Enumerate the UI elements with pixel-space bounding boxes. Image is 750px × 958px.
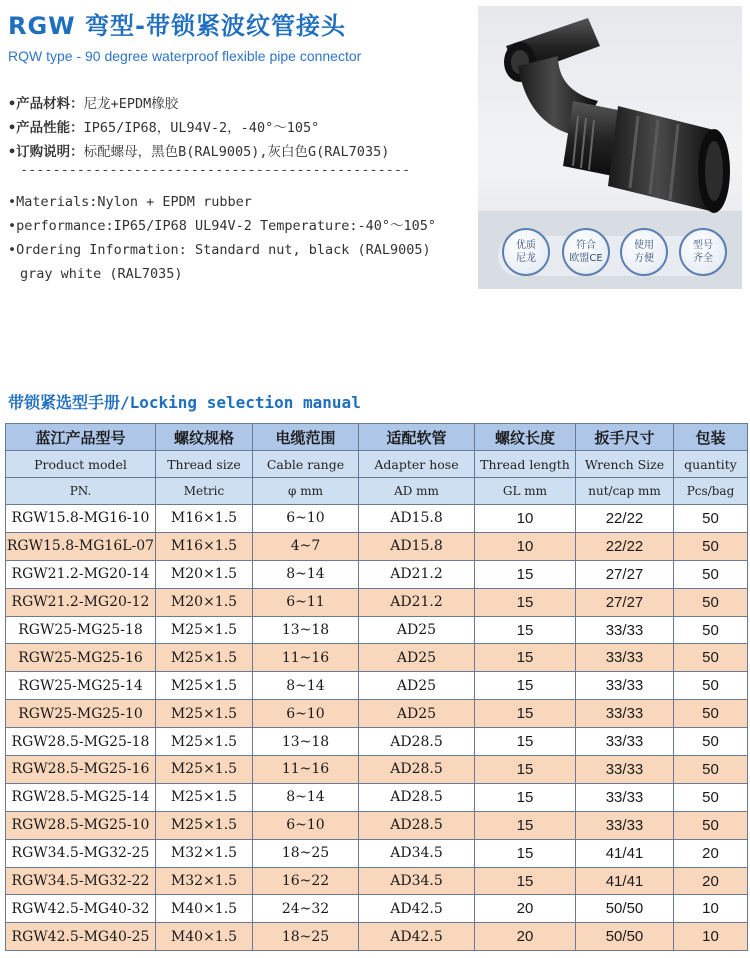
table-cell: AD28.5 bbox=[359, 811, 475, 839]
spec-list bbox=[8, 92, 473, 286]
table-row bbox=[6, 672, 748, 700]
table-row bbox=[6, 560, 748, 588]
table-cell: RGW28.5-MG25-14 bbox=[6, 783, 156, 811]
table-cell: M40×1.5 bbox=[156, 895, 253, 923]
header-cell: PN. bbox=[6, 478, 156, 505]
table-cell: 6~10 bbox=[253, 700, 359, 728]
table-cell: 50 bbox=[674, 700, 748, 728]
header-cell: Product model bbox=[6, 451, 156, 478]
header-cell: Thread length bbox=[475, 451, 576, 478]
table-cell: AD25 bbox=[359, 644, 475, 672]
table-cell: 6~10 bbox=[253, 811, 359, 839]
table-cell: 22/22 bbox=[576, 505, 674, 533]
table-cell: 15 bbox=[475, 839, 576, 867]
table-row bbox=[6, 505, 748, 533]
table-cell: RGW25-MG25-10 bbox=[6, 700, 156, 728]
table-row bbox=[6, 839, 748, 867]
table-cell: 33/33 bbox=[576, 616, 674, 644]
table-cell: AD28.5 bbox=[359, 783, 475, 811]
table-cell: 15 bbox=[475, 811, 576, 839]
table-cell: M25×1.5 bbox=[156, 811, 253, 839]
table-cell: 50 bbox=[674, 756, 748, 784]
header-cell: 电缆范围 bbox=[253, 424, 359, 451]
table-cell: RGW42.5-MG40-32 bbox=[6, 895, 156, 923]
table-cell: 33/33 bbox=[576, 756, 674, 784]
table-cell: 15 bbox=[475, 672, 576, 700]
table-row bbox=[6, 728, 748, 756]
header-cell: AD mm bbox=[359, 478, 475, 505]
table-cell: M40×1.5 bbox=[156, 923, 253, 951]
table-cell: AD34.5 bbox=[359, 839, 475, 867]
page-subtitle: RQW type - 90 degree waterproof flexible pipe connector bbox=[8, 48, 362, 64]
table-cell: 4~7 bbox=[253, 532, 359, 560]
table-cell: 41/41 bbox=[576, 867, 674, 895]
badge-ce: 符合 欧盟CE bbox=[562, 228, 610, 276]
table-cell: M25×1.5 bbox=[156, 616, 253, 644]
table-cell: 11~16 bbox=[253, 644, 359, 672]
table-row bbox=[6, 588, 748, 616]
table-cell: 8~14 bbox=[253, 783, 359, 811]
table-cell: M25×1.5 bbox=[156, 672, 253, 700]
table-row bbox=[6, 811, 748, 839]
header-cell: quantity bbox=[674, 451, 748, 478]
header-cell: 蓝江产品型号 bbox=[6, 424, 156, 451]
table-cell: 13~18 bbox=[253, 616, 359, 644]
table-cell: 50 bbox=[674, 616, 748, 644]
table-cell: M32×1.5 bbox=[156, 867, 253, 895]
table-cell: 22/22 bbox=[576, 532, 674, 560]
table-cell: AD28.5 bbox=[359, 728, 475, 756]
table-cell: RGW21.2-MG20-12 bbox=[6, 588, 156, 616]
table-cell: AD15.8 bbox=[359, 532, 475, 560]
table-cell: RGW25-MG25-16 bbox=[6, 644, 156, 672]
table-cell: 24~32 bbox=[253, 895, 359, 923]
table-cell: RGW28.5-MG25-18 bbox=[6, 728, 156, 756]
table-cell: 50 bbox=[674, 532, 748, 560]
table-cell: RGW28.5-MG25-16 bbox=[6, 756, 156, 784]
table-cell: 41/41 bbox=[576, 839, 674, 867]
page-title: RGW 弯型-带锁紧波纹管接头 bbox=[8, 12, 346, 40]
table-cell: RGW28.5-MG25-10 bbox=[6, 811, 156, 839]
table-cell: 16~22 bbox=[253, 867, 359, 895]
table-cell: 10 bbox=[475, 532, 576, 560]
table-cell: 15 bbox=[475, 588, 576, 616]
table-cell: 6~11 bbox=[253, 588, 359, 616]
table-cell: M25×1.5 bbox=[156, 644, 253, 672]
table-cell: 50 bbox=[674, 644, 748, 672]
table-cell: AD21.2 bbox=[359, 588, 475, 616]
table-row bbox=[6, 895, 748, 923]
table-cell: 18~25 bbox=[253, 923, 359, 951]
header-cell: φ mm bbox=[253, 478, 359, 505]
table-cell: 15 bbox=[475, 728, 576, 756]
table-cell: M20×1.5 bbox=[156, 588, 253, 616]
badge-easy-use: 使用 方便 bbox=[620, 228, 668, 276]
table-cell: 20 bbox=[674, 839, 748, 867]
table-cell: 20 bbox=[475, 923, 576, 951]
header-cell: Metric bbox=[156, 478, 253, 505]
table-cell: 6~10 bbox=[253, 505, 359, 533]
header-cell: GL mm bbox=[475, 478, 576, 505]
table-cell: 10 bbox=[674, 923, 748, 951]
table-cell: M20×1.5 bbox=[156, 560, 253, 588]
table-cell: M32×1.5 bbox=[156, 839, 253, 867]
table-cell: RGW34.5-MG32-25 bbox=[6, 839, 156, 867]
badge-full-models: 型号 齐全 bbox=[679, 228, 727, 276]
table-cell: 50 bbox=[674, 672, 748, 700]
spec-performance-cn: •产品性能：IP65/IP68，UL94V-2，-40°～105° bbox=[8, 120, 320, 136]
spec-ordering-en-cont: gray white (RAL7035) bbox=[20, 266, 183, 282]
table-cell: 15 bbox=[475, 616, 576, 644]
table-cell: 33/33 bbox=[576, 700, 674, 728]
badge-quality-nylon: 优质 尼龙 bbox=[502, 228, 550, 276]
table-cell: AD15.8 bbox=[359, 505, 475, 533]
table-cell: AD25 bbox=[359, 672, 475, 700]
table-cell: 15 bbox=[475, 867, 576, 895]
header-cell: 适配软管 bbox=[359, 424, 475, 451]
table-cell: 33/33 bbox=[576, 783, 674, 811]
table-cell: 15 bbox=[475, 644, 576, 672]
header-cell: nut/cap mm bbox=[576, 478, 674, 505]
header-cell: Thread size bbox=[156, 451, 253, 478]
table-row bbox=[6, 756, 748, 784]
table-cell: M25×1.5 bbox=[156, 700, 253, 728]
divider-line: ------------------------------------------------ bbox=[20, 164, 411, 178]
table-row bbox=[6, 923, 748, 951]
section-title: 带锁紧选型手册/Locking selection manual bbox=[8, 393, 361, 412]
table-cell: 15 bbox=[475, 560, 576, 588]
table-cell: AD25 bbox=[359, 700, 475, 728]
table-cell: 8~14 bbox=[253, 672, 359, 700]
header-row-cn bbox=[6, 424, 748, 451]
selection-table bbox=[5, 423, 748, 951]
table-cell: 50/50 bbox=[576, 895, 674, 923]
header-cell: 螺纹长度 bbox=[475, 424, 576, 451]
table-cell: 50 bbox=[674, 728, 748, 756]
table-cell: AD21.2 bbox=[359, 560, 475, 588]
table-cell: 50 bbox=[674, 505, 748, 533]
table-cell: AD42.5 bbox=[359, 923, 475, 951]
table-cell: 27/27 bbox=[576, 560, 674, 588]
table-cell: AD28.5 bbox=[359, 756, 475, 784]
table-cell: 50/50 bbox=[576, 923, 674, 951]
spec-performance-en: •performance:IP65/IP68 UL94V-2 Temperature:-40°～105° bbox=[8, 218, 437, 234]
spec-material-en: •Materials:Nylon + EPDM rubber bbox=[8, 194, 252, 210]
header-cell: Wrench Size bbox=[576, 451, 674, 478]
table-row bbox=[6, 700, 748, 728]
table-cell: M25×1.5 bbox=[156, 756, 253, 784]
table-cell: 33/33 bbox=[576, 672, 674, 700]
spec-ordering-en: •Ordering Information: Standard nut, black (RAL9005) bbox=[8, 242, 431, 258]
header-cell: Adapter hose bbox=[359, 451, 475, 478]
table-cell: RGW34.5-MG32-22 bbox=[6, 867, 156, 895]
table-cell: 33/33 bbox=[576, 644, 674, 672]
header-row-en bbox=[6, 451, 748, 478]
table-cell: 11~16 bbox=[253, 756, 359, 784]
table-cell: RGW15.8-MG16-10 bbox=[6, 505, 156, 533]
table-row bbox=[6, 867, 748, 895]
table-cell: 10 bbox=[674, 895, 748, 923]
table-cell: AD34.5 bbox=[359, 867, 475, 895]
table-cell: M16×1.5 bbox=[156, 505, 253, 533]
table-cell: M25×1.5 bbox=[156, 783, 253, 811]
table-cell: 33/33 bbox=[576, 811, 674, 839]
table-cell: 50 bbox=[674, 560, 748, 588]
table-cell: 10 bbox=[475, 505, 576, 533]
table-cell: RGW25-MG25-14 bbox=[6, 672, 156, 700]
table-row bbox=[6, 616, 748, 644]
table-cell: 50 bbox=[674, 588, 748, 616]
table-row bbox=[6, 644, 748, 672]
table-row bbox=[6, 783, 748, 811]
header-cell: Pcs/bag bbox=[674, 478, 748, 505]
table-cell: AD42.5 bbox=[359, 895, 475, 923]
table-cell: RGW21.2-MG20-14 bbox=[6, 560, 156, 588]
table-cell: M16×1.5 bbox=[156, 532, 253, 560]
table-cell: 8~14 bbox=[253, 560, 359, 588]
header-cell: 螺纹规格 bbox=[156, 424, 253, 451]
header-row-unit bbox=[6, 478, 748, 505]
table-cell: 20 bbox=[475, 895, 576, 923]
header-cell: 包装 bbox=[674, 424, 748, 451]
product-photo bbox=[478, 6, 742, 289]
spec-ordering-cn: •订购说明：标配螺母，黑色B(RAL9005),灰白色G(RAL7035) bbox=[8, 144, 390, 160]
header-cell: 扳手尺寸 bbox=[576, 424, 674, 451]
table-cell: M25×1.5 bbox=[156, 728, 253, 756]
table-cell: 20 bbox=[674, 867, 748, 895]
table-cell: RGW25-MG25-18 bbox=[6, 616, 156, 644]
table-cell: 27/27 bbox=[576, 588, 674, 616]
table-cell: 15 bbox=[475, 756, 576, 784]
table-cell: 50 bbox=[674, 783, 748, 811]
table-cell: RGW15.8-MG16L-07 bbox=[6, 532, 156, 560]
table-cell: 18~25 bbox=[253, 839, 359, 867]
spec-material-cn: •产品材料：尼龙+EPDM橡胶 bbox=[8, 96, 179, 112]
table-cell: 15 bbox=[475, 783, 576, 811]
table-cell: 13~18 bbox=[253, 728, 359, 756]
table-cell: 33/33 bbox=[576, 728, 674, 756]
table-cell: RGW42.5-MG40-25 bbox=[6, 923, 156, 951]
header-cell: Cable range bbox=[253, 451, 359, 478]
table-cell: AD25 bbox=[359, 616, 475, 644]
table-row bbox=[6, 532, 748, 560]
table-cell: 50 bbox=[674, 811, 748, 839]
table-cell: 15 bbox=[475, 700, 576, 728]
